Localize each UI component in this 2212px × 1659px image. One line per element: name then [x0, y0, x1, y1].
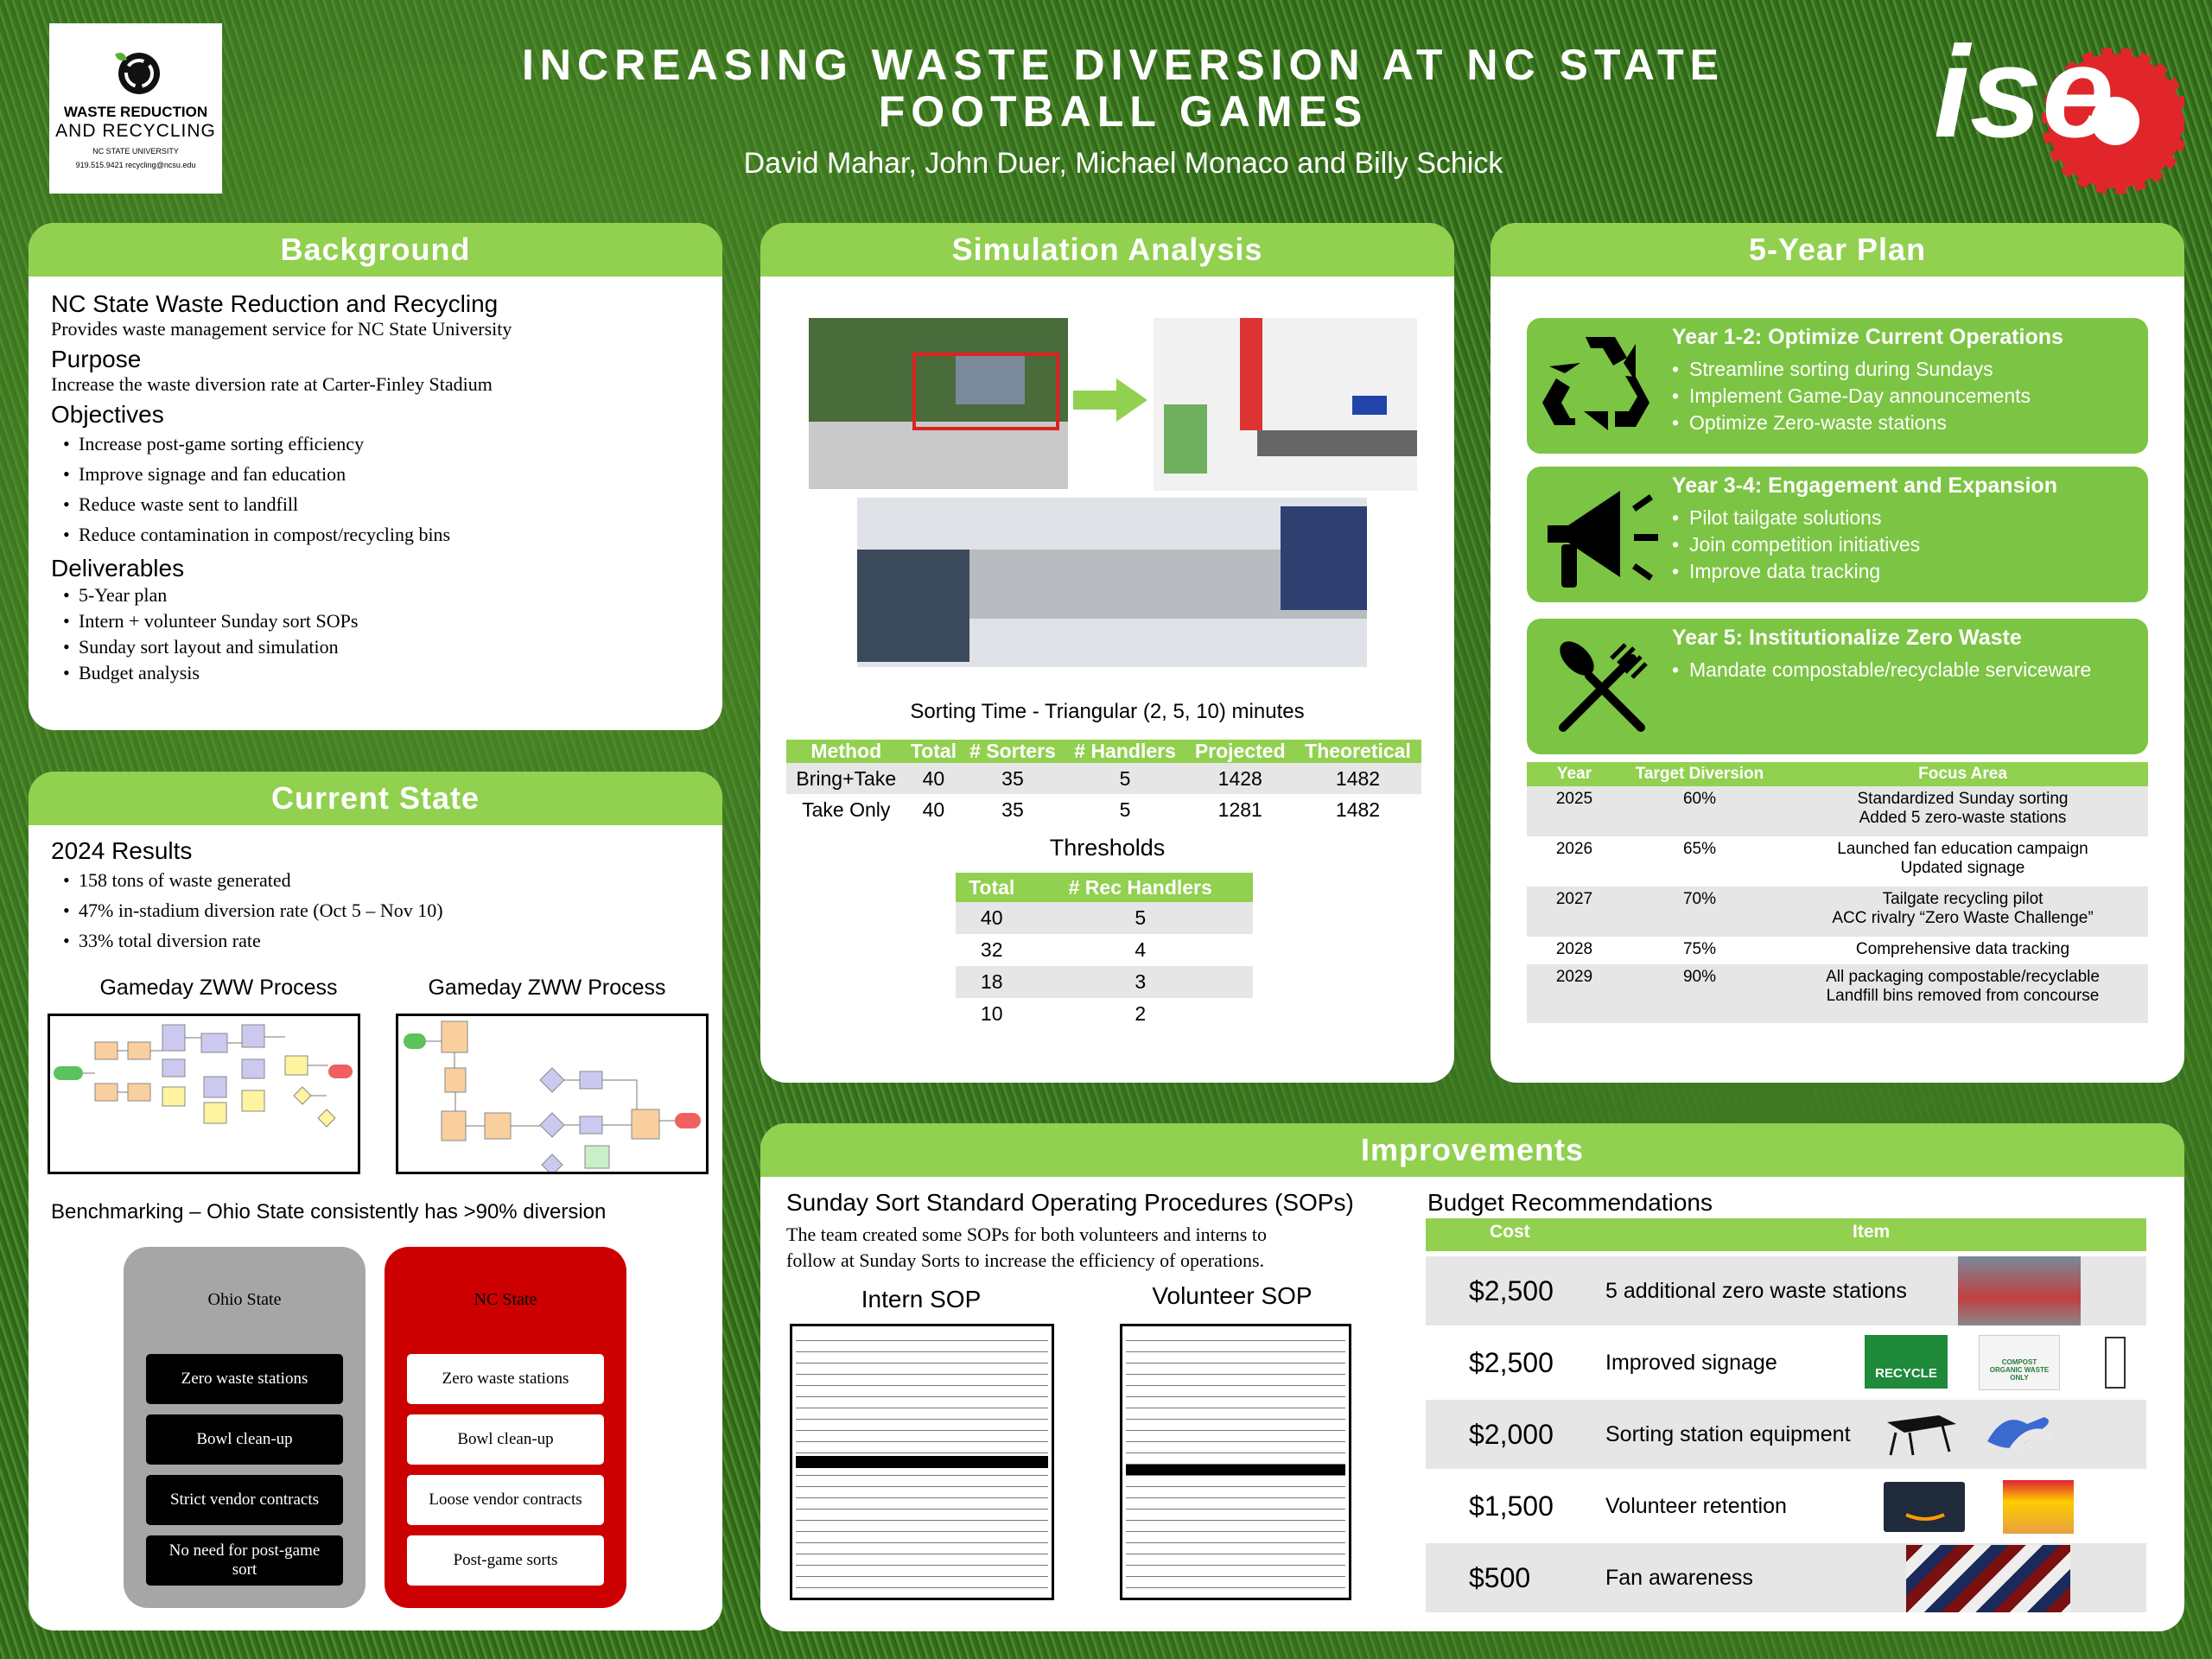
sop-title: Sunday Sort Standard Operating Procedures (SOPs) [786, 1189, 1354, 1216]
budget-header [1426, 1218, 2146, 1251]
plan-focus: Launched fan education campaign [1837, 840, 2088, 858]
wrr-logo [49, 23, 222, 194]
budget-item: Fan awareness [1605, 1566, 1753, 1590]
result-item: • 47% in-stadium diversion rate (Oct 5 – Nov 10) [63, 895, 700, 925]
objectives-title: Objectives [51, 401, 164, 428]
plan-card [1527, 467, 2148, 602]
plan-year: 2028 [1555, 940, 1593, 958]
compost-sign-line: ONLY [2010, 1374, 2029, 1382]
plan-card-item: • Streamline sorting during Sundays [1672, 356, 2031, 383]
recycle-sign: RECYCLE [1865, 1335, 1948, 1389]
threshold-cell: 4 [1135, 938, 1147, 961]
snacks-photo [2003, 1480, 2074, 1534]
megaphone-icon [1539, 482, 1669, 594]
ise-logo [1925, 19, 2184, 199]
org-text: Provides waste management service for NC State University [51, 318, 512, 340]
budget-title: Budget Recommendations [1427, 1189, 1713, 1216]
plan-focus: Standardized Sunday sorting [1857, 790, 2069, 808]
utensils-icon [1551, 638, 1653, 733]
thresholds-title: Thresholds [1049, 835, 1166, 861]
zero-waste-station-photo [1958, 1256, 2081, 1325]
bench-title: Benchmarking – Ohio State consistently has >90% diversion [51, 1200, 607, 1224]
compost-sign [1979, 1335, 2060, 1390]
table-row [1426, 1256, 2146, 1325]
purpose-text: Increase the waste diversion rate at Carter-Finley Stadium [51, 373, 493, 395]
threshold-col: # Rec Handlers [1027, 873, 1253, 902]
compost-sign-line: ORGANIC WASTE [1989, 1366, 2050, 1374]
table-row [1426, 1400, 2146, 1469]
budget-col: Cost [1490, 1222, 1530, 1242]
threshold-cell: 32 [980, 938, 1003, 961]
compost-sign-line: COMPOST [2001, 1358, 2037, 1366]
ise-text: ise [1934, 19, 2114, 164]
sim-col: Method [786, 740, 906, 763]
budget-cost: $2,000 [1469, 1419, 1554, 1450]
sim-cell: 1482 [1335, 766, 1381, 790]
deliverable-item: • Intern + volunteer Sunday sort SOPs [63, 608, 700, 634]
deliverable-item: • 5-Year plan [63, 582, 700, 608]
process-right-title: Gameday ZWW Process [428, 976, 666, 1000]
improvements-heading: Improvements [760, 1123, 2184, 1177]
simulation-panel [760, 223, 1454, 1083]
budget-cost: $1,500 [1469, 1491, 1554, 1522]
plan-card-item: • Improve data tracking [1672, 558, 1920, 585]
sim-cell: 5 [1119, 798, 1131, 821]
plan-col: Year [1527, 762, 1622, 786]
authors: David Mahar, John Duer, Michael Monaco and Billy Schick [743, 147, 1503, 180]
process-flowchart-left [48, 1014, 360, 1174]
simulation-table [786, 740, 1421, 825]
sign-stand-icon [2105, 1337, 2126, 1389]
sim-cell: 35 [1001, 766, 1024, 790]
plan-col: Target Diversion [1622, 762, 1777, 786]
sim-col: # Handlers [1065, 740, 1186, 763]
ncstate-name: NC State [474, 1290, 537, 1309]
ohio-state-card [124, 1247, 365, 1608]
ncstate-item: Loose vendor contracts [407, 1475, 604, 1525]
sim-cell: Take Only [802, 798, 891, 821]
plan-card-title: Year 3-4: Engagement and Expansion [1672, 474, 2057, 498]
ohio-item: Zero waste stations [146, 1354, 343, 1404]
plan-card [1527, 318, 2148, 454]
logo-line2: AND RECYCLING [55, 121, 216, 141]
plan-focus: Tailgate recycling pilot [1882, 890, 2044, 908]
sim-table-caption: Sorting Time - Triangular (2, 5, 10) minutes [910, 700, 1305, 723]
recycle-logo-icon [110, 48, 162, 99]
objective-item: • Improve signage and fan education [63, 459, 700, 489]
threshold-cell: 10 [980, 1002, 1003, 1025]
sim-col: Projected [1185, 740, 1294, 763]
volunteer-sop-document [1120, 1324, 1351, 1600]
table-row [1426, 1471, 2146, 1541]
ohio-item: No need for post-game sort [146, 1535, 343, 1586]
volunteer-sop-title: Volunteer SOP [1152, 1282, 1313, 1309]
deliverable-item: • Sunday sort layout and simulation [63, 634, 700, 660]
smile-icon [1884, 1482, 1965, 1532]
sim-col: Total [906, 740, 962, 763]
plan-card-item: • Implement Game-Day announcements [1672, 383, 2031, 410]
logo-line4: 919.515.9421 recycling@ncsu.edu [75, 161, 196, 169]
plan-focus: All packaging compostable/recyclable [1826, 968, 2100, 986]
process-left-title: Gameday ZWW Process [99, 976, 338, 1000]
sim-cell: 5 [1119, 766, 1131, 790]
table-row [956, 998, 1253, 1030]
ncstate-item: Zero waste stations [407, 1354, 604, 1404]
plan-card-title: Year 5: Institutionalize Zero Waste [1672, 626, 2022, 650]
ohio-item: Strict vendor contracts [146, 1475, 343, 1525]
budget-cost: $2,500 [1469, 1275, 1554, 1306]
objective-item: • Reduce contamination in compost/recycling bins [63, 519, 700, 550]
threshold-cell: 2 [1135, 1002, 1147, 1025]
amazon-gift-card [1884, 1482, 1965, 1532]
plan-card [1527, 619, 2148, 754]
table-row [1527, 964, 2148, 1023]
recycle-icon [1541, 328, 1660, 441]
plan-card-item: • Mandate compostable/recyclable serviceware [1672, 657, 2091, 683]
background-panel [29, 223, 722, 730]
plan-target: 75% [1682, 940, 1717, 958]
budget-cost: $500 [1469, 1562, 1531, 1593]
table-icon [1884, 1410, 1958, 1459]
budget-item: Sorting station equipment [1605, 1422, 1851, 1446]
table-row [956, 966, 1253, 998]
plan-card-item: • Join competition initiatives [1672, 531, 1920, 558]
improvements-panel [760, 1123, 2184, 1631]
threshold-cell: 3 [1135, 970, 1147, 993]
layout-diagram [1154, 318, 1417, 491]
table-row [786, 794, 1421, 825]
deliverable-item: • Budget analysis [63, 660, 700, 686]
result-item: • 33% total diversion rate [63, 925, 700, 956]
ncstate-card [385, 1247, 626, 1608]
table-row [1527, 836, 2148, 887]
ncstate-item: Post-game sorts [407, 1535, 604, 1586]
arrow-icon [1073, 378, 1147, 422]
plan-card-title: Year 1-2: Optimize Current Operations [1672, 325, 2063, 349]
sim-col: Theoretical [1294, 740, 1421, 763]
ohio-state-name: Ohio State [207, 1290, 282, 1309]
sim-cell: Bring+Take [796, 766, 897, 790]
plan-year: 2029 [1555, 968, 1593, 986]
plan-card-item: • Optimize Zero-waste stations [1672, 410, 2031, 436]
budget-table [1426, 1218, 2146, 1618]
objective-item: • Increase post-game sorting efficiency [63, 429, 700, 459]
fan-awareness-banner [1906, 1545, 2070, 1612]
table-row [1527, 937, 2148, 964]
sim-cell: 35 [1001, 798, 1024, 821]
sim-col: # Sorters [961, 740, 1064, 763]
plan-year: 2026 [1555, 840, 1593, 858]
logo-line3: NC STATE UNIVERSITY [92, 147, 179, 156]
plan-target: 60% [1682, 790, 1717, 808]
threshold-cell: 5 [1135, 906, 1147, 929]
plan-target: 90% [1682, 968, 1717, 986]
poster-title [380, 41, 1866, 135]
current-state-heading: Current State [29, 772, 722, 825]
logo-line1: WASTE REDUCTION [63, 104, 208, 120]
intern-sop-title: Intern SOP [861, 1286, 982, 1313]
title-line1: INCREASING WASTE DIVERSION AT NC STATE [522, 41, 1725, 89]
table-row [1426, 1328, 2146, 1397]
plan-table [1527, 762, 2148, 1023]
ncstate-item: Bowl clean-up [407, 1414, 604, 1465]
sim-cell: 1281 [1217, 798, 1262, 821]
plan-card-item: • Pilot tailgate solutions [1672, 505, 1920, 531]
sop-text [786, 1222, 1267, 1274]
process-flowchart-right [396, 1014, 709, 1174]
plan-heading: 5-Year Plan [1491, 223, 2184, 276]
budget-col: Item [1853, 1222, 1891, 1242]
table-row [956, 902, 1253, 934]
plan-col: Focus Area [1777, 762, 2148, 786]
budget-item: 5 additional zero waste stations [1605, 1279, 1907, 1303]
plan-target: 65% [1682, 840, 1717, 858]
aerial-photo [809, 318, 1068, 489]
result-item: • 158 tons of waste generated [63, 865, 700, 895]
gloves-icon [1979, 1407, 2065, 1460]
org-title: NC State Waste Reduction and Recycling [51, 290, 499, 317]
plan-target: 70% [1682, 890, 1717, 908]
table-row [1527, 887, 2148, 937]
background-heading: Background [29, 223, 722, 276]
purpose-title: Purpose [51, 346, 142, 372]
sim-cell: 40 [922, 766, 945, 790]
results-title: 2024 Results [51, 837, 193, 864]
sim-cell: 1428 [1217, 766, 1262, 790]
table-row [786, 763, 1421, 794]
table-row [956, 934, 1253, 966]
title-line2: FOOTBALL GAMES [878, 87, 1369, 136]
simulation-heading: Simulation Analysis [760, 223, 1454, 276]
current-state-panel [29, 772, 722, 1630]
sop-text-line: The team created some SOPs for both volunteers and interns to [786, 1224, 1267, 1245]
plan-focus: Updated signage [1900, 859, 2025, 877]
sop-text-line: follow at Sunday Sorts to increase the efficiency of operations. [786, 1249, 1265, 1271]
objective-item: • Reduce waste sent to landfill [63, 489, 700, 519]
threshold-cell: 18 [980, 970, 1003, 993]
plan-year: 2025 [1555, 790, 1593, 808]
deliverables-title: Deliverables [51, 555, 185, 582]
threshold-col: Total [956, 873, 1027, 902]
sim-cell: 1482 [1335, 798, 1381, 821]
plan-focus: ACC rivalry “Zero Waste Challenge” [1832, 909, 2094, 927]
plan-year: 2027 [1555, 890, 1593, 908]
budget-item: Volunteer retention [1605, 1494, 1787, 1518]
table-row [1527, 786, 2148, 836]
ohio-item: Bowl clean-up [146, 1414, 343, 1465]
threshold-cell: 40 [980, 906, 1003, 929]
thresholds-table [956, 873, 1253, 1030]
plan-focus: Comprehensive data tracking [1855, 940, 2070, 958]
intern-sop-document [790, 1324, 1054, 1600]
sim-cell: 40 [922, 798, 945, 821]
budget-cost: $2,500 [1469, 1347, 1554, 1378]
plan-focus: Landfill bins removed from concourse [1826, 987, 2100, 1005]
budget-item: Improved signage [1605, 1351, 1777, 1375]
simulation-3d-view [857, 498, 1367, 667]
table-row [1426, 1543, 2146, 1612]
plan-focus: Added 5 zero-waste stations [1859, 809, 2067, 827]
plan-panel [1491, 223, 2184, 1083]
